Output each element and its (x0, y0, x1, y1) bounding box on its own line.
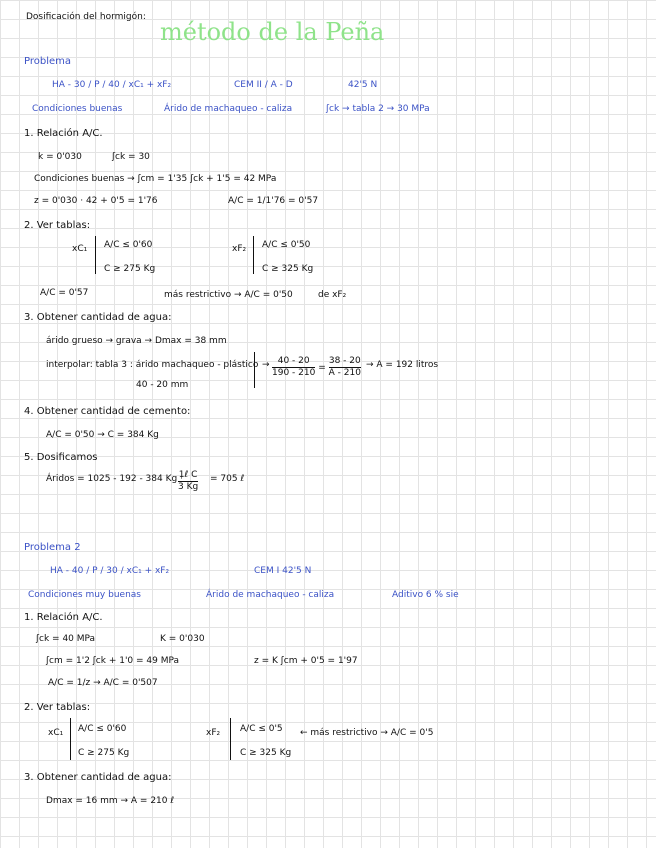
p1-interp-num1: 40 - 20 (272, 356, 315, 368)
problem2-aggregate: Árido de machaqueo - caliza (206, 590, 335, 600)
p2-xc1-ac: A/C ≤ 0'60 (78, 724, 127, 734)
p1-xc1-brace (95, 236, 96, 274)
p2-z-line: z = K ʃcm + 0'5 = 1'97 (254, 656, 358, 666)
problem2-title: Problema 2 (24, 542, 81, 553)
problem2-spec: HA - 40 / P / 30 / xC₁ + xF₂ (50, 566, 170, 576)
p1-interp-den2: A - 210 (328, 368, 361, 378)
problem1-fck-note: ʃck → tabla 2 → 30 MPa (326, 104, 430, 114)
p1-interp-fraction (272, 356, 361, 379)
p1-interp-num2: 38 - 20 (328, 356, 361, 366)
p1-xf2-c: C ≥ 325 Kg (262, 264, 314, 274)
p1-interp-brace (254, 352, 255, 388)
p1-k-value: k = 0'030 (38, 152, 82, 162)
p1-step1-title: 1. Relación A/C. (24, 128, 103, 139)
p1-aridos-fraction (178, 470, 198, 493)
p2-fcm-line: ʃcm = 1'2 ʃck + 1'0 = 49 MPa (46, 656, 180, 666)
p1-xc1-ac: A/C ≤ 0'60 (104, 240, 153, 250)
problem2-conditions: Condiciones muy buenas (28, 590, 141, 600)
p1-restrictive: más restrictivo → A/C = 0'50 (164, 290, 293, 300)
p2-step2-title: 2. Ver tablas: (24, 702, 91, 713)
p1-aridos-den: 3 Kg (178, 482, 199, 492)
header-label: Dosificación del hormigón: (26, 12, 146, 22)
p2-xf2-c: C ≥ 325 Kg (240, 748, 292, 758)
p1-step5-title: 5. Dosificamos (24, 452, 98, 463)
page-title: método de la Peña (160, 18, 385, 46)
p1-conditions-line: Condiciones buenas → ʃcm = 1'35 ʃck + 1'5 = 42 MPa (34, 174, 277, 184)
p1-xc1-c: C ≥ 275 Kg (104, 264, 156, 274)
p2-step1-title: 1. Relación A/C. (24, 612, 103, 623)
p1-step2-title: 2. Ver tablas: (24, 220, 91, 231)
p2-fck-value: ʃck = 40 MPa (36, 634, 96, 644)
problem2-additive: Aditivo 6 % sie (392, 590, 459, 600)
problem2-cement: CEM I 42'5 N (254, 566, 312, 576)
p1-xf2-brace (253, 236, 254, 274)
p2-xf2-ac: A/C ≤ 0'5 (240, 724, 283, 734)
p2-restrictive: ← más restrictivo → A/C = 0'5 (300, 728, 434, 738)
p1-interp-eq: = (318, 363, 326, 373)
p1-xc1-label: xC₁ (72, 244, 88, 254)
p1-z-line: z = 0'030 · 42 + 0'5 = 1'76 (34, 196, 158, 206)
p1-water-line: árido grueso → grava → Dmax = 38 mm (46, 336, 227, 346)
problem1-aggregate: Árido de machaqueo - caliza (164, 104, 293, 114)
p1-interp-label: interpolar: tabla 3 : árido machaqueo - plástico (46, 360, 259, 370)
p1-interp-sub: 40 - 20 mm (136, 380, 189, 390)
p1-ac-result: A/C = 0'57 (40, 288, 89, 298)
p2-xf2-brace (230, 718, 231, 760)
p1-interp-den1: 190 - 210 (272, 368, 316, 378)
p1-step3-title: 3. Obtener cantidad de agua: (24, 312, 172, 323)
p1-ac-line: A/C = 1/1'76 = 0'57 (228, 196, 319, 206)
p1-xf2-label: xF₂ (232, 244, 247, 254)
p2-xc1-label: xC₁ (48, 728, 64, 738)
p1-cement-calc: A/C = 0'50 → C = 384 Kg (46, 430, 159, 440)
p2-ac-line: A/C = 1/z → A/C = 0'507 (48, 678, 158, 688)
p1-aridos-line: Áridos = 1025 - 192 - 384 Kg · (46, 474, 183, 484)
p1-xf2-ac: A/C ≤ 0'50 (262, 240, 311, 250)
problem1-cement-class: 42'5 N (348, 80, 378, 90)
p1-restrictive-source: de xF₂ (318, 290, 347, 300)
p1-fck-value: ʃck = 30 (112, 152, 150, 162)
problem1-cement: CEM II / A - D (234, 80, 293, 90)
p2-k-value: K = 0'030 (160, 634, 205, 644)
p2-water: Dmax = 16 mm → A = 210 ℓ (46, 796, 175, 806)
p1-step4-title: 4. Obtener cantidad de cemento: (24, 406, 191, 417)
p1-aridos-result: = 705 ℓ (210, 474, 245, 484)
problem1-title: Problema (24, 56, 72, 67)
p2-xc1-c: C ≥ 275 Kg (78, 748, 130, 758)
p1-aridos-num: 1ℓ C (178, 470, 198, 480)
problem1-conditions: Condiciones buenas (32, 104, 123, 114)
p2-xc1-brace (70, 718, 71, 760)
problem1-spec: HA - 30 / P / 40 / xC₁ + xF₂ (52, 80, 172, 90)
p1-interp-result: → A = 192 litros (366, 360, 439, 370)
p2-xf2-label: xF₂ (206, 728, 221, 738)
p2-step3-title: 3. Obtener cantidad de agua: (24, 772, 172, 783)
